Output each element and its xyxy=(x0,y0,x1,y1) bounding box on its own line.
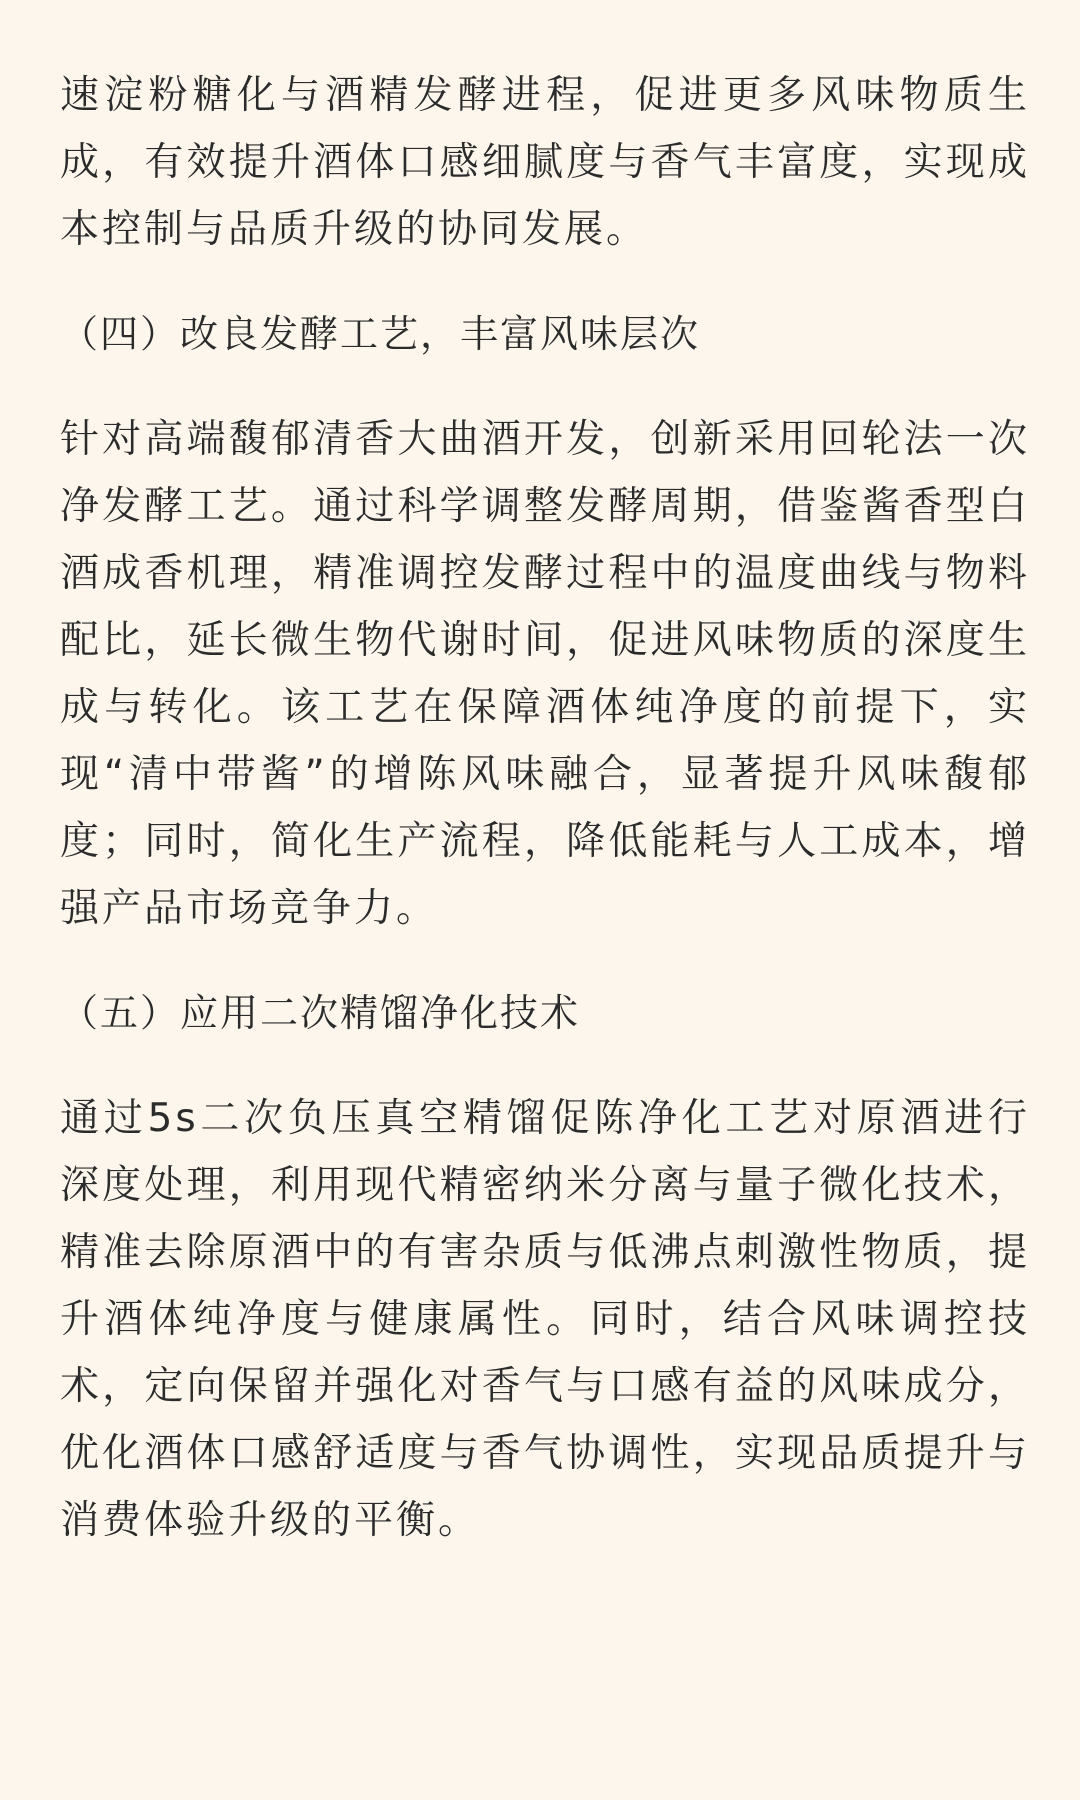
section-body-4: 针对高端馥郁清香大曲酒开发，创新采用回轮法一次净发酵工艺。通过科学调整发酵周期，借鉴酱香型白酒成香机理，精准调控发酵过程中的温度曲线与物料配比，延长微生物代谢时间，促进风味物质的深度生成与转化。该工艺在保障酒体纯净度的前提下，实现“清中带酱”的增陈风味融合，显著提升风味馥郁度；同时，简化生产流程，降低能耗与人工成本，增强产品市场竞争力。 xyxy=(60,417,1030,931)
section-heading-4: （四）改良发酵工艺，丰富风味层次 xyxy=(60,312,701,356)
section-heading-5: （五）应用二次精馏净化技术 xyxy=(60,991,581,1035)
paragraph-continued: 速淀粉糖化与酒精发酵进程，促进更多风味物质生成，有效提升酒体口感细腻度与香气丰富度，实现成本控制与品质升级的协同发展。 xyxy=(60,73,1030,252)
section-body-5: 通过5s二次负压真空精馏促陈净化工艺对原酒进行深度处理，利用现代精密纳米分离与量子微化技术，精准去除原酒中的有害杂质与低沸点刺激性物质，提升酒体纯净度与健康属性。同时，结合风味调控技术，定向保留并强化对香气与口感有益的风味成分，优化酒体口感舒适度与香气协调性，实现品质提升与消费体验升级的平衡。 xyxy=(60,1096,1030,1543)
